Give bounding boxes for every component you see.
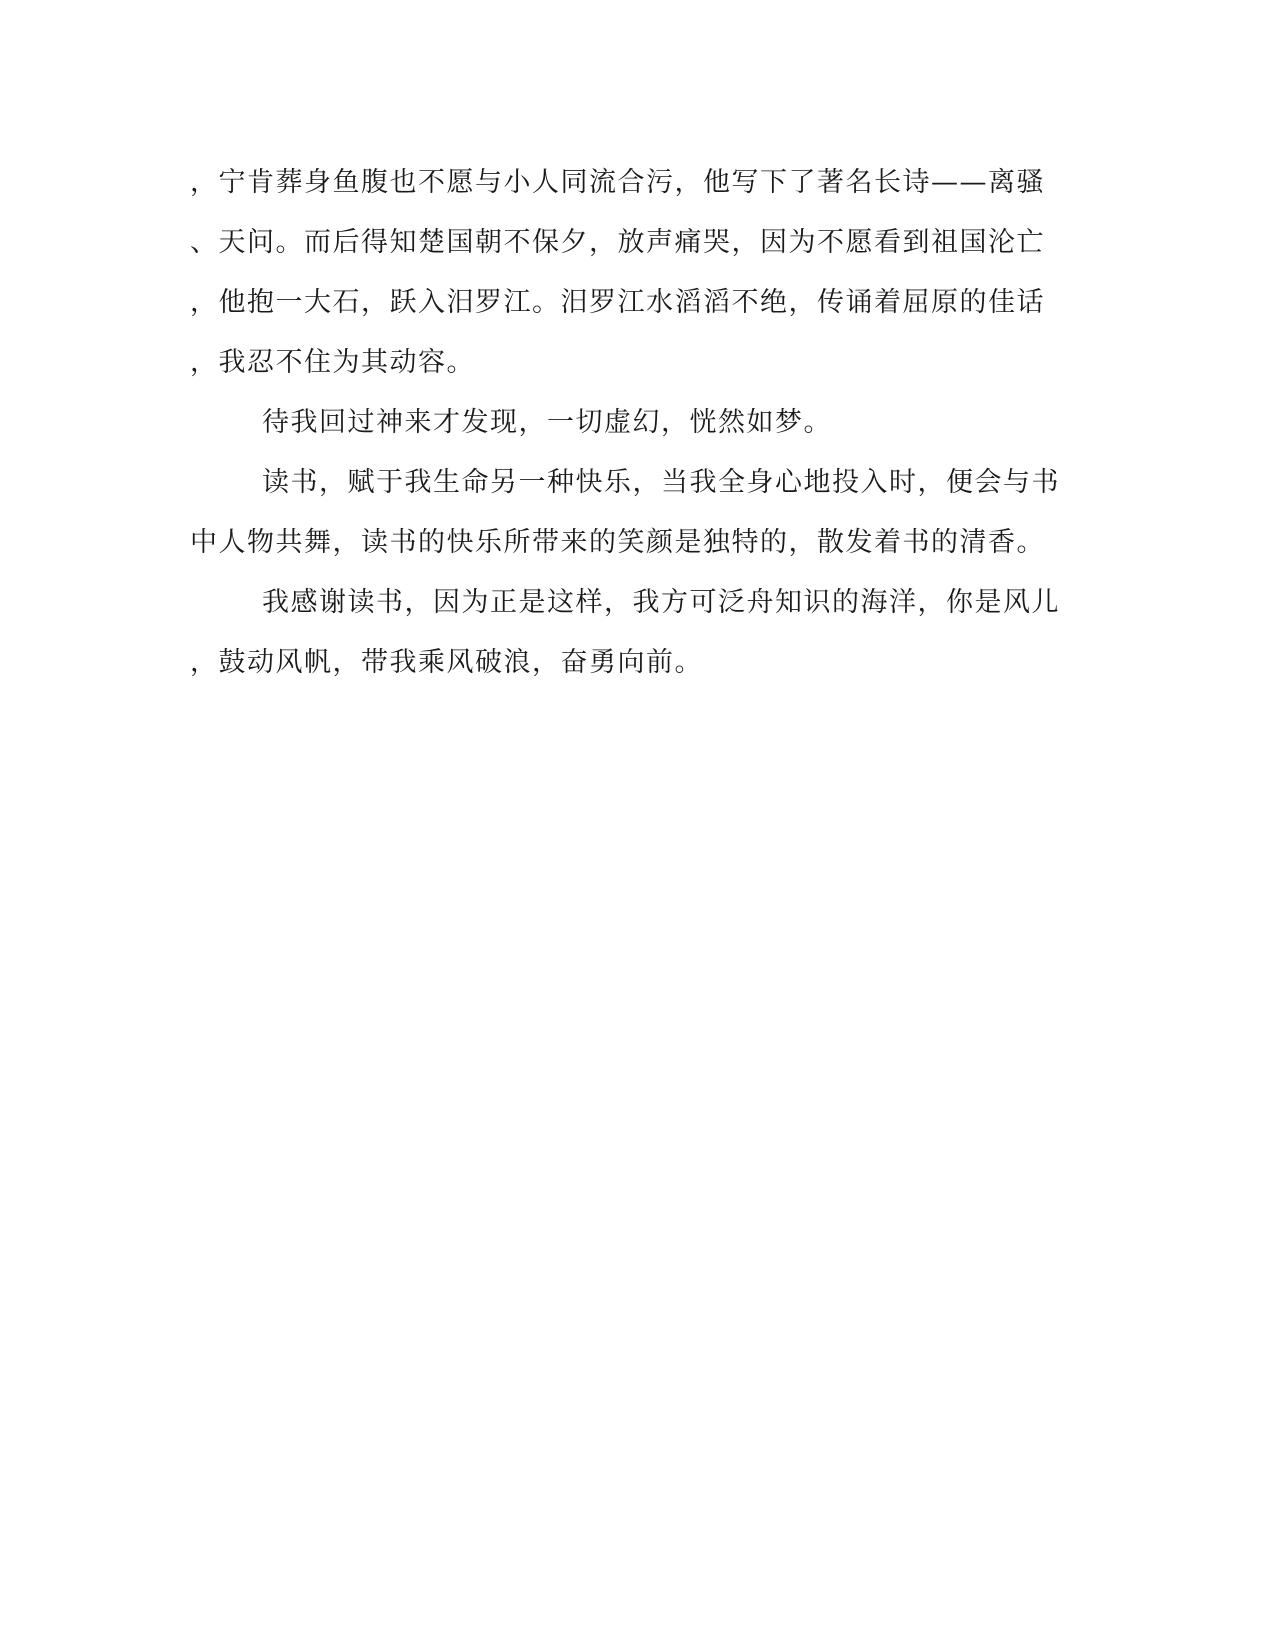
text-line: 中人物共舞，读书的快乐所带来的笑颜是独特的，散发着书的清香。 [190, 527, 1045, 558]
text-line: 读书，赋于我生命另一种快乐，当我全身心地投入时，便会与书 [262, 467, 1060, 498]
text-line: ，鼓动风帆，带我乘风破浪，奋勇向前。 [190, 647, 703, 678]
text-line: ，宁肯葬身鱼腹也不愿与小人同流合污，他写下了著名长诗——离骚 [190, 167, 1045, 198]
text-line: 、天问。而后得知楚国朝不保夕，放声痛哭，因为不愿看到祖国沦亡 [190, 227, 1045, 258]
text-line: 我感谢读书，因为正是这样，我方可泛舟知识的海洋，你是风儿 [262, 587, 1060, 618]
text-line: 待我回过神来才发现，一切虚幻，恍然如梦。 [262, 407, 832, 438]
text-line: ，我忍不住为其动容。 [190, 347, 475, 378]
body-text [190, 160, 1090, 700]
text-line: ，他抱一大石，跃入汨罗江。汨罗江水滔滔不绝，传诵着屈原的佳话 [190, 287, 1045, 318]
